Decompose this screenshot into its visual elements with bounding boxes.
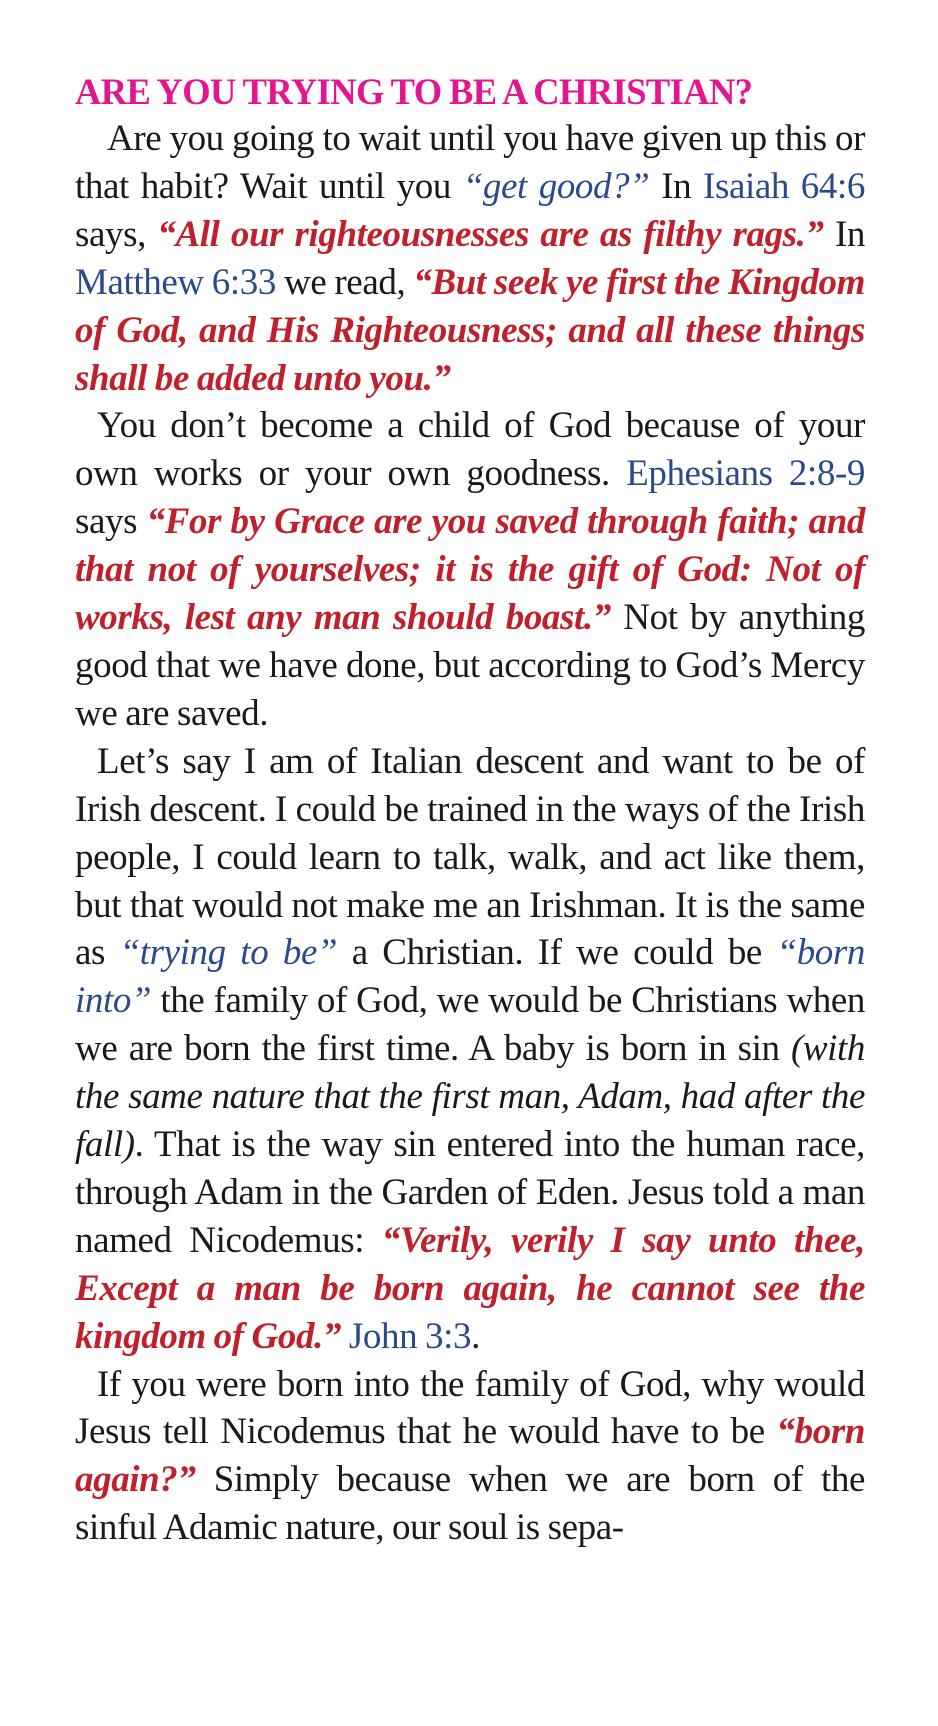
scripture-reference: Matthew 6:33 (75, 261, 276, 303)
body-text: . (471, 1315, 480, 1357)
paragraph-1 (75, 115, 865, 402)
body-text: If you were born into the family of God, why would Jesus tell Nicodemus that he would have to be (75, 1363, 865, 1453)
body-text: In (823, 213, 866, 255)
scripture-quote: “Verily, verily I say unto thee, Except a man be born again, he cannot see the kingdom of God.” (75, 1219, 865, 1357)
paragraph-4 (75, 1361, 865, 1553)
body-text: a Christian. If we could be (337, 932, 777, 974)
body-text (341, 1316, 349, 1357)
scripture-quote: “All our righteousnesses are as filthy rags.” (157, 213, 824, 255)
tract-page (75, 68, 865, 1552)
paragraph-2 (75, 402, 865, 737)
body-text: the family of God, we would be Christians when we are born the first time. A baby is born in sin (75, 980, 865, 1070)
quoted-phrase: “trying to be” (119, 932, 338, 974)
body-text: Are you going to wait until you have given up this or that habit? Wait until you (75, 118, 865, 207)
quoted-phrase: “get good?” (462, 165, 650, 207)
body-text: says, (75, 213, 158, 255)
scripture-quote: “For by Grace are you saved through faith; and that not of yourselves; it is the gift of God: Not of works, lest any man should boast.” (75, 501, 865, 639)
scripture-reference: Ephesians 2:8-9 (626, 453, 866, 495)
scripture-reference: Isaiah 64:6 (703, 165, 865, 207)
body-text: Not by anything good that we have done, but according to God’s Mercy we are saved. (75, 597, 865, 734)
scripture-quote: “born again?” (75, 1411, 865, 1501)
body-text: In (649, 165, 704, 207)
body-text: we read, (275, 261, 414, 303)
parenthetical-aside: (with the same nature that the first man, Adam, had after the fall) (75, 1028, 865, 1166)
body-text: says (75, 501, 147, 543)
quoted-phrase: “born into” (75, 932, 865, 1022)
body-text: . That is the way sin entered into the human race, through Adam in the Garden of Eden. Jesus told a man named Nicodemus: (75, 1124, 865, 1261)
body-text: Let’s say I am of Italian descent and want to be of Irish descent. I could be trained in the ways of the Irish people, I could learn to talk, walk, and act like them, but that would not make me an Irishman. It is the same as (75, 740, 865, 974)
scripture-quote: “But seek ye first the Kingdom of God, and His Righteousness; and all these things shall be added unto you.” (75, 261, 865, 399)
paragraph-3 (75, 738, 865, 1361)
body-text: You don’t become a child of God because of your own works or your own goodness. (75, 405, 865, 495)
page-heading: ARE YOU TRYING TO BE A CHRISTIAN? (75, 71, 753, 112)
body-text: Simply because when we are born of the sinful Adamic nature, our soul is sepa- (75, 1459, 865, 1549)
scripture-reference: John 3:3 (348, 1315, 472, 1357)
